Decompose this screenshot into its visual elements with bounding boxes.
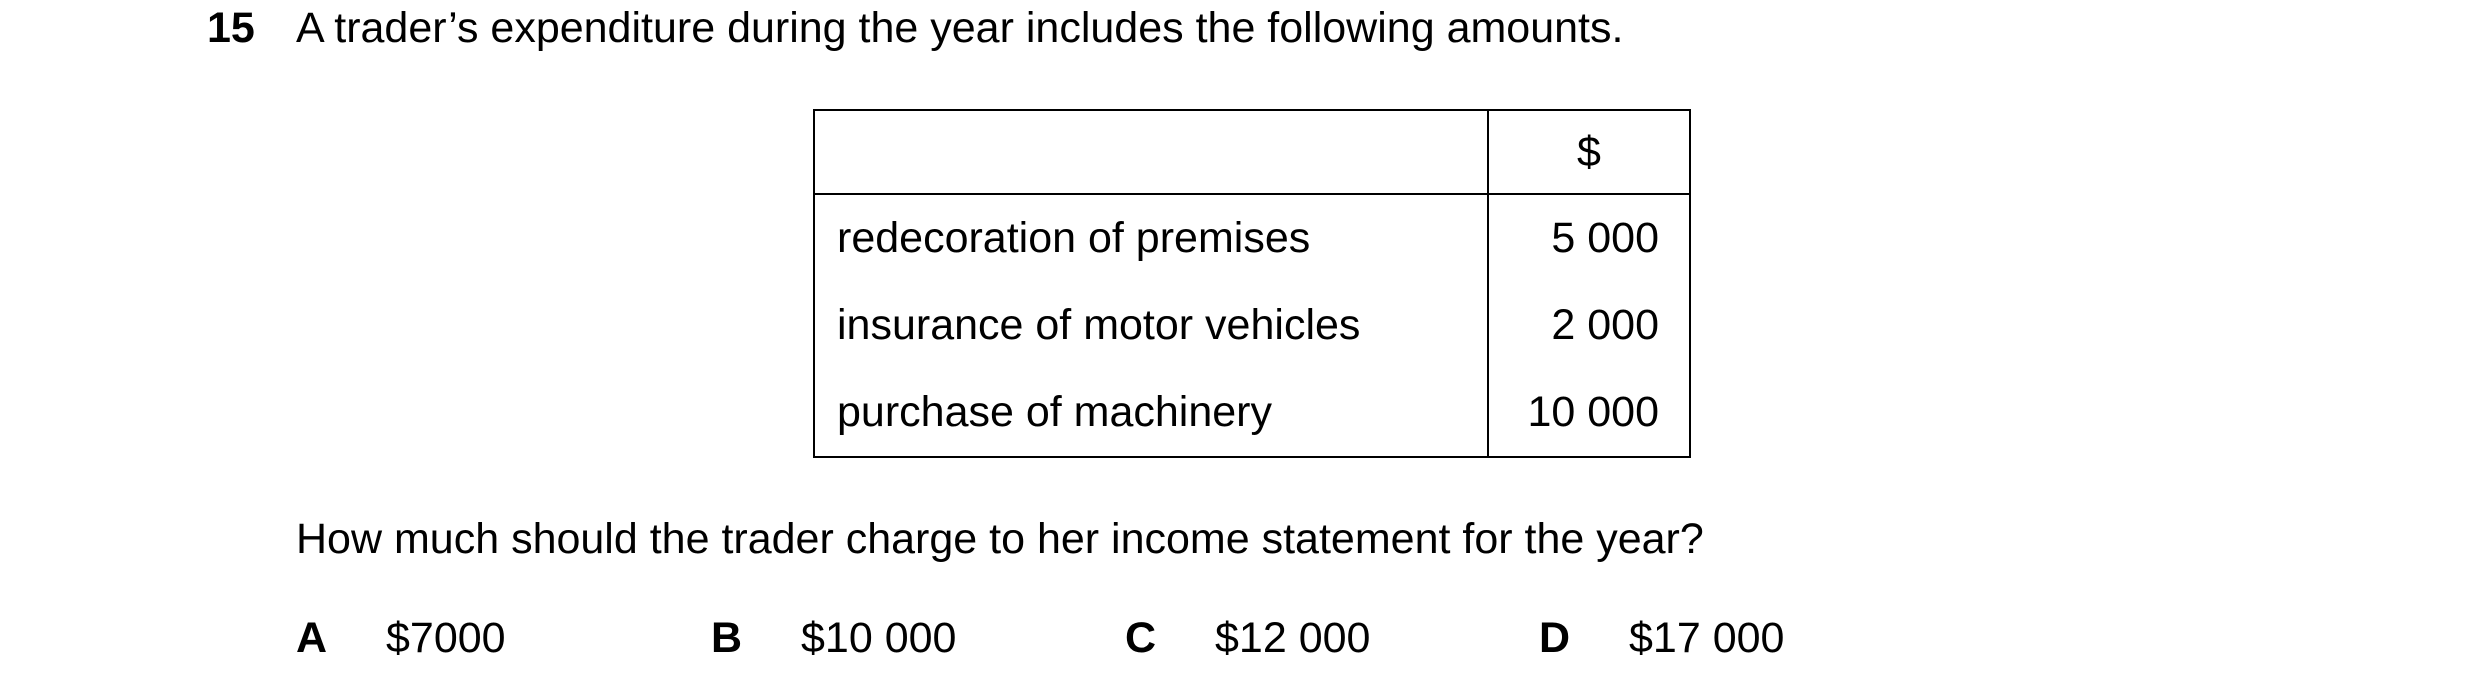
table-row — [814, 369, 1690, 457]
option-letter: C — [1125, 614, 1157, 662]
row-item: redecoration of premises — [814, 194, 1488, 282]
row-amount: 10 000 — [1488, 369, 1690, 457]
option-value: $7000 — [386, 614, 506, 662]
option-d[interactable] — [1539, 610, 1784, 666]
table-row — [814, 194, 1690, 282]
option-letter: A — [296, 614, 328, 662]
header-currency-cell: $ — [1488, 110, 1690, 194]
option-a[interactable] — [296, 610, 506, 666]
row-amount: 2 000 — [1488, 282, 1690, 369]
expenditure-table — [813, 109, 1691, 458]
row-amount: 5 000 — [1488, 194, 1690, 282]
option-letter: D — [1539, 614, 1571, 662]
option-value: $10 000 — [801, 614, 957, 662]
table-row — [814, 282, 1690, 369]
row-item: purchase of machinery — [814, 369, 1488, 457]
option-letter: B — [711, 614, 743, 662]
option-value: $17 000 — [1629, 614, 1785, 662]
header-item-cell — [814, 110, 1488, 194]
question-stem: A trader’s expenditure during the year includes the following amounts. — [296, 4, 1624, 52]
row-item: insurance of motor vehicles — [814, 282, 1488, 369]
option-c[interactable] — [1125, 610, 1370, 666]
question-prompt: How much should the trader charge to her income statement for the year? — [296, 515, 1704, 563]
option-value: $12 000 — [1215, 614, 1371, 662]
question-number: 15 — [207, 4, 255, 52]
option-b[interactable] — [711, 610, 956, 666]
table-header-row — [814, 110, 1690, 194]
answer-options — [0, 610, 2480, 666]
